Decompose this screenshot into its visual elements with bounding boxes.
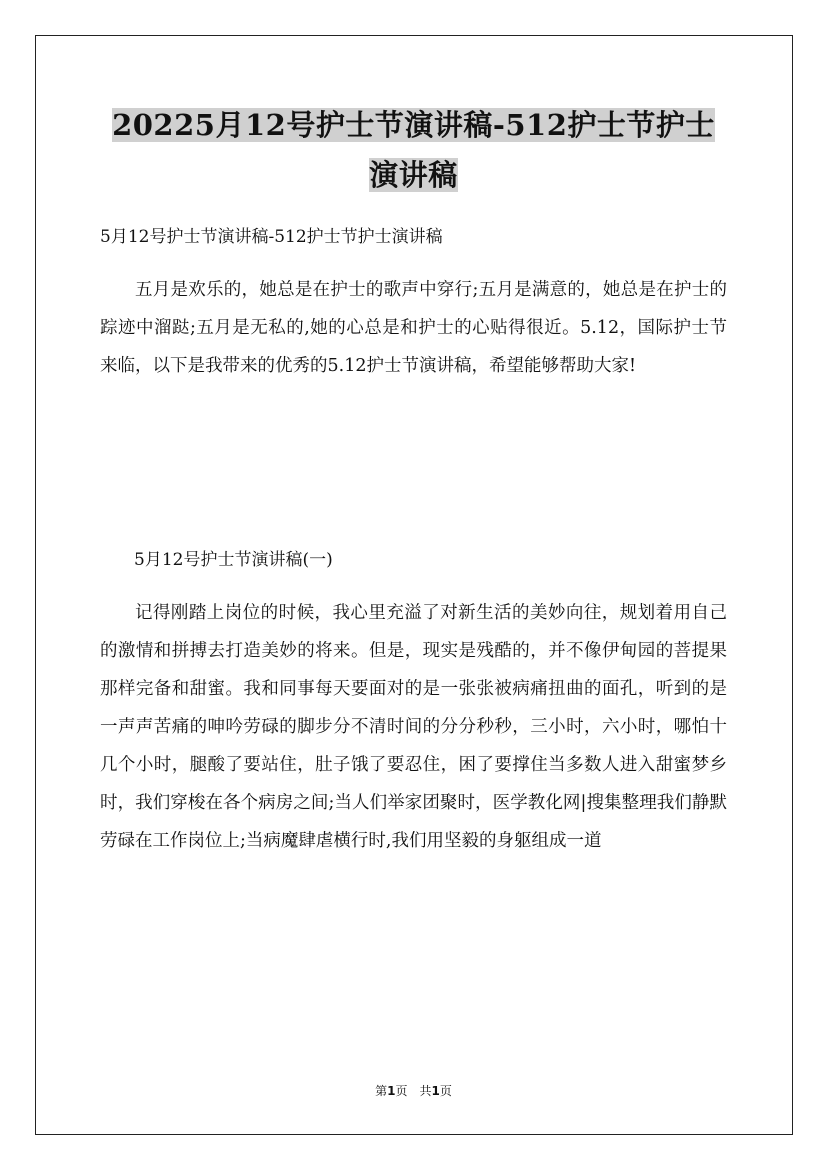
footer-page-mid: 页 共 bbox=[395, 1084, 432, 1098]
page-border bbox=[35, 35, 793, 1135]
footer-page-suffix: 页 bbox=[439, 1084, 452, 1098]
footer-page-prefix: 第 bbox=[375, 1084, 388, 1098]
footer-page-total: 1 bbox=[431, 1084, 440, 1098]
section-paragraph: 记得刚踏上岗位的时候，我心里充溢了对新生活的美妙向往，规划着用自己的激情和拼搏去打造美妙的将来。但是，现实是残酷的，并不像伊甸园的菩提果那样完备和甜蜜。我和同事每天要面对的是一张张被病痛扭曲的面孔，听到的是一声声苦痛的呻吟劳碌的脚步分不清时间的分分秒秒，三小时，六小时，哪怕十几个小时，腿酸了要站住，肚子饿了要忍住，困了要撑住当多数人进入甜蜜梦乡时，我们穿梭在各个病房之间;当人们举家团聚时，医学教化网|搜集整理我们静默劳碌在工作岗位上;当病魔肆虐横行时,我们用坚毅的身躯组成一道 bbox=[100, 603, 727, 851]
page-footer bbox=[0, 1082, 827, 1100]
title-block bbox=[100, 100, 727, 200]
document-subtitle: 5月12号护士节演讲稿-512护士节护士演讲稿 bbox=[100, 227, 443, 247]
document-title: 20225月12号护士节演讲稿-512护士节护士演讲稿 bbox=[112, 108, 715, 192]
section-heading: 5月12号护士节演讲稿(一) bbox=[134, 550, 333, 570]
footer-page-current: 1 bbox=[387, 1084, 396, 1098]
intro-paragraph: 五月是欢乐的，她总是在护士的歌声中穿行;五月是满意的，她总是在护士的踪迹中溜跶;五月是无私的,她的心总是和护士的心贴得很近。5.12，国际护士节来临，以下是我带来的优秀的5.12护士节演讲稿，希望能够帮助大家! bbox=[100, 280, 727, 376]
